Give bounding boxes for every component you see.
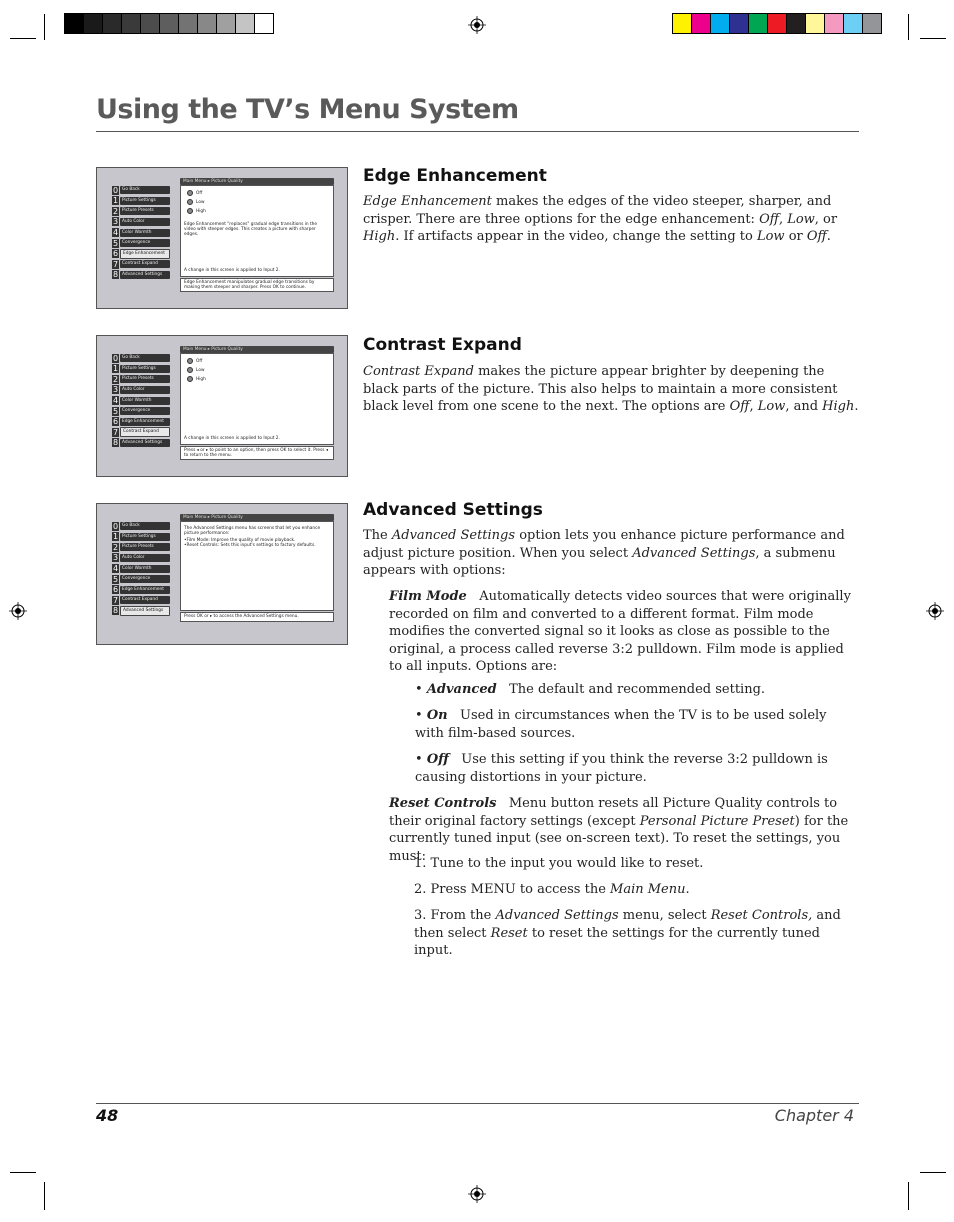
menu-item bbox=[112, 238, 170, 248]
menu-item bbox=[112, 584, 170, 594]
crop-mark bbox=[44, 1182, 45, 1210]
menu-item-label: Go Back bbox=[120, 354, 170, 362]
menu-item-label: Picture Presets bbox=[120, 375, 170, 383]
menu-item bbox=[112, 270, 170, 280]
advanced-settings-paragraph: The Advanced Settings option lets you enhance picture performance and adjust picture position. When you select Advanced Settings, a submenu appears with options: bbox=[363, 528, 845, 578]
menu-item-label: Edge Enhancement bbox=[120, 586, 170, 594]
color-swatch bbox=[255, 14, 273, 33]
menu-item-number: 2 bbox=[112, 374, 119, 384]
menu-item-label: Contrast Expand bbox=[120, 260, 170, 268]
menu-item bbox=[112, 427, 170, 437]
panel-applied-note: A change in this screen is applied to Input 2. bbox=[184, 436, 280, 441]
section-heading-edge-enhancement: Edge Enhancement bbox=[363, 166, 547, 186]
color-swatch bbox=[825, 14, 844, 33]
step-3: 3. From the Advanced Settings menu, select Reset Controls, and then select Reset to reset the settings for the currently tuned input. bbox=[414, 908, 841, 958]
menu-item-number: 5 bbox=[112, 406, 119, 416]
menu-item-number: 1 bbox=[112, 532, 119, 542]
menu-item-label: Go Back bbox=[120, 522, 170, 530]
menu-item-number: 2 bbox=[112, 206, 119, 216]
menu-item-number: 1 bbox=[112, 196, 119, 206]
menu-item-label: Picture Presets bbox=[120, 543, 170, 551]
menu-item-label: Picture Presets bbox=[120, 207, 170, 215]
menu-item bbox=[112, 248, 170, 258]
color-swatch bbox=[198, 14, 217, 33]
options-panel bbox=[180, 185, 334, 277]
menu-item-label: Edge Enhancement bbox=[120, 249, 170, 259]
menu-item-number: 6 bbox=[112, 585, 119, 595]
color-swatch bbox=[160, 14, 179, 33]
radio-icon bbox=[187, 190, 193, 196]
color-swatch bbox=[179, 14, 198, 33]
menu-item-number: 3 bbox=[112, 553, 119, 563]
menu-item-number: 0 bbox=[112, 521, 119, 531]
menu-breadcrumb: Main Menu ▸ Picture Quality bbox=[180, 514, 334, 521]
menu-item bbox=[112, 259, 170, 269]
menu-item-label: Convergence bbox=[120, 407, 170, 415]
menu-item bbox=[112, 353, 170, 363]
panel-intro: The Advanced Settings menu has screens that let you enhance picture performance: bbox=[184, 526, 321, 536]
panel-applied-note: A change in this screen is applied to Input 2. bbox=[184, 268, 280, 273]
menu-item-number: 4 bbox=[112, 564, 119, 573]
screenshot-edge-enhancement bbox=[96, 167, 348, 309]
menu-item bbox=[112, 227, 170, 237]
menu-item bbox=[112, 574, 170, 584]
menu-item-label: Auto Color bbox=[120, 386, 170, 394]
color-swatch bbox=[749, 14, 768, 33]
menu-item bbox=[112, 553, 170, 563]
info-panel bbox=[180, 521, 334, 611]
step-1: 1. Tune to the input you would like to reset. bbox=[414, 856, 704, 871]
color-swatch bbox=[236, 14, 255, 33]
menu-item-label: Picture Settings bbox=[120, 533, 170, 541]
menu-item-number: 7 bbox=[112, 595, 119, 605]
radio-icon bbox=[187, 367, 193, 373]
screenshot-advanced-settings bbox=[96, 503, 348, 645]
menu-item-number: 0 bbox=[112, 353, 119, 363]
bullet-on: • On Used in circumstances when the TV is to be used solely with film-based sources. bbox=[415, 708, 827, 741]
menu-item-number: 3 bbox=[112, 217, 119, 227]
menu-item-number: 1 bbox=[112, 364, 119, 374]
section-heading-contrast-expand: Contrast Expand bbox=[363, 335, 522, 355]
panel-line-film-mode: •Film Mode: Improve the quality of movie playback. bbox=[184, 538, 296, 543]
color-swatch bbox=[673, 14, 692, 33]
menu-breadcrumb: Main Menu ▸ Picture Quality bbox=[180, 346, 334, 353]
radio-icon bbox=[187, 199, 193, 205]
edge-enhancement-paragraph: Edge Enhancement makes the edges of the video steeper, sharper, and crisper. There are three options for the edge enhancement: Off, Low, or High. If artifacts appear in the video, change the setting to Low or Off. bbox=[363, 194, 838, 244]
menu-item-number: 7 bbox=[112, 427, 119, 437]
registration-mark-icon bbox=[468, 1185, 486, 1203]
menu-item bbox=[112, 542, 170, 552]
menu-item-label: Color Warmth bbox=[120, 397, 170, 405]
page-title: Using the TV’s Menu System bbox=[96, 94, 519, 125]
registration-mark-icon bbox=[9, 602, 27, 620]
option-off: Off bbox=[187, 358, 202, 364]
menu-item bbox=[112, 416, 170, 426]
menu-item-number: 4 bbox=[112, 396, 119, 405]
help-box: Edge Enhancement manipulates gradual edge transitions by making them steeper and sharper. Press OK to continue. bbox=[180, 278, 334, 292]
crop-mark bbox=[908, 1182, 909, 1210]
menu-list bbox=[112, 521, 170, 616]
menu-item-label: Convergence bbox=[120, 239, 170, 247]
color-swatch bbox=[141, 14, 160, 33]
menu-item-label: Auto Color bbox=[120, 218, 170, 226]
film-mode-paragraph: Film Mode Automatically detects video sources that were originally recorded on film and converted to a different format. Film mode modifies the converted signal so it looks as close as possible to the original, a process called reverse 3:2 pulldown. Film mode is applied to all inputs. Options are: bbox=[389, 589, 851, 674]
registration-mark-icon bbox=[926, 602, 944, 620]
menu-item-number: 5 bbox=[112, 238, 119, 248]
menu-item-number: 6 bbox=[112, 417, 119, 427]
panel-line-reset-controls: •Reset Controls: Sets this input's settings to factory defaults. bbox=[184, 543, 316, 548]
menu-item-number: 8 bbox=[112, 606, 119, 616]
step-2: 2. Press MENU to access the Main Menu. bbox=[414, 882, 690, 897]
color-swatch bbox=[103, 14, 122, 33]
help-box: Press ◂ or ▸ to point to an option, then press OK to select it. Press ◂ to return to the menu. bbox=[180, 446, 334, 460]
color-swatch bbox=[122, 14, 141, 33]
menu-item-label: Picture Settings bbox=[120, 197, 170, 205]
menu-item bbox=[112, 217, 170, 227]
color-swatch bbox=[730, 14, 749, 33]
radio-icon bbox=[187, 208, 193, 214]
crop-mark bbox=[10, 1172, 36, 1173]
menu-item bbox=[112, 364, 170, 374]
option-high: High bbox=[187, 376, 206, 382]
menu-item bbox=[112, 206, 170, 216]
radio-icon bbox=[187, 376, 193, 382]
bullet-off: • Off Use this setting if you think the reverse 3:2 pulldown is causing distortions in your picture. bbox=[415, 752, 828, 785]
reset-controls-paragraph: Reset Controls Menu button resets all Picture Quality controls to their original factory settings (except Personal Picture Preset) for the currently tuned input (see on-screen text). To reset the settings, you must: bbox=[389, 796, 849, 864]
menu-item bbox=[112, 521, 170, 531]
menu-item-label: Advanced Settings bbox=[120, 439, 170, 447]
bullet-advanced: • Advanced The default and recommended setting. bbox=[415, 682, 766, 697]
menu-item-number: 2 bbox=[112, 542, 119, 552]
contrast-expand-paragraph: Contrast Expand makes the picture appear brighter by deepening the black parts of the picture. This also helps to maintain a more consistent black level from one scene to the next. The options are Off, Low, and High. bbox=[363, 364, 859, 414]
crop-mark bbox=[920, 38, 946, 39]
menu-item-label: Convergence bbox=[120, 575, 170, 583]
title-rule bbox=[96, 131, 859, 132]
option-low: Low bbox=[187, 367, 204, 373]
menu-item bbox=[112, 563, 170, 573]
color-swatch bbox=[863, 14, 881, 33]
menu-item bbox=[112, 606, 170, 616]
option-high: High bbox=[187, 208, 206, 214]
color-swatch bbox=[768, 14, 787, 33]
menu-item-label: Auto Color bbox=[120, 554, 170, 562]
menu-item-label: Edge Enhancement bbox=[120, 418, 170, 426]
menu-item-label: Advanced Settings bbox=[120, 271, 170, 279]
option-off: Off bbox=[187, 190, 202, 196]
color-swatch bbox=[787, 14, 806, 33]
menu-item-label: Contrast Expand bbox=[120, 596, 170, 604]
option-low: Low bbox=[187, 199, 204, 205]
menu-item-label: Contrast Expand bbox=[120, 427, 170, 437]
menu-item-number: 6 bbox=[112, 249, 119, 259]
crop-mark bbox=[10, 38, 36, 39]
footer-rule bbox=[96, 1103, 859, 1104]
radio-icon bbox=[187, 358, 193, 364]
menu-item bbox=[112, 532, 170, 542]
menu-item bbox=[112, 185, 170, 195]
color-swatch bbox=[844, 14, 863, 33]
menu-item bbox=[112, 196, 170, 206]
menu-list bbox=[112, 353, 170, 448]
help-box: Press OK or ▸ to access the Advanced Settings menu. bbox=[180, 612, 334, 622]
section-heading-advanced-settings: Advanced Settings bbox=[363, 500, 543, 520]
menu-list bbox=[112, 185, 170, 280]
menu-item bbox=[112, 395, 170, 405]
color-swatch bbox=[692, 14, 711, 33]
screenshot-contrast-expand bbox=[96, 335, 348, 477]
chapter-label: Chapter 4 bbox=[774, 1106, 854, 1125]
panel-description: Edge Enhancement "replaces" gradual edge transitions in the video with steeper edges. This creates a picture with sharper edges. bbox=[184, 222, 318, 237]
color-swatch bbox=[711, 14, 730, 33]
options-panel bbox=[180, 353, 334, 445]
menu-item-label: Advanced Settings bbox=[120, 606, 170, 616]
crop-mark bbox=[908, 14, 909, 40]
menu-item bbox=[112, 385, 170, 395]
menu-item-number: 7 bbox=[112, 259, 119, 269]
registration-mark-icon bbox=[468, 16, 486, 34]
menu-item-number: 8 bbox=[112, 270, 119, 280]
menu-item-label: Color Warmth bbox=[120, 229, 170, 237]
page-number: 48 bbox=[96, 1106, 119, 1125]
menu-breadcrumb: Main Menu ▸ Picture Quality bbox=[180, 178, 334, 185]
menu-item-label: Picture Settings bbox=[120, 365, 170, 373]
menu-item-number: 3 bbox=[112, 385, 119, 395]
menu-item bbox=[112, 406, 170, 416]
menu-item-number: 4 bbox=[112, 228, 119, 237]
color-calibration-bar bbox=[672, 13, 882, 34]
color-swatch bbox=[806, 14, 825, 33]
color-swatch bbox=[65, 14, 84, 33]
gray-calibration-bar bbox=[64, 13, 274, 34]
menu-item-number: 8 bbox=[112, 438, 119, 448]
menu-item-number: 0 bbox=[112, 185, 119, 195]
menu-item bbox=[112, 374, 170, 384]
menu-item bbox=[112, 595, 170, 605]
menu-item-number: 5 bbox=[112, 574, 119, 584]
crop-mark bbox=[920, 1172, 946, 1173]
menu-item-label: Go Back bbox=[120, 186, 170, 194]
color-swatch bbox=[84, 14, 103, 33]
crop-mark bbox=[44, 14, 45, 40]
menu-item-label: Color Warmth bbox=[120, 565, 170, 573]
menu-item bbox=[112, 438, 170, 448]
color-swatch bbox=[217, 14, 236, 33]
